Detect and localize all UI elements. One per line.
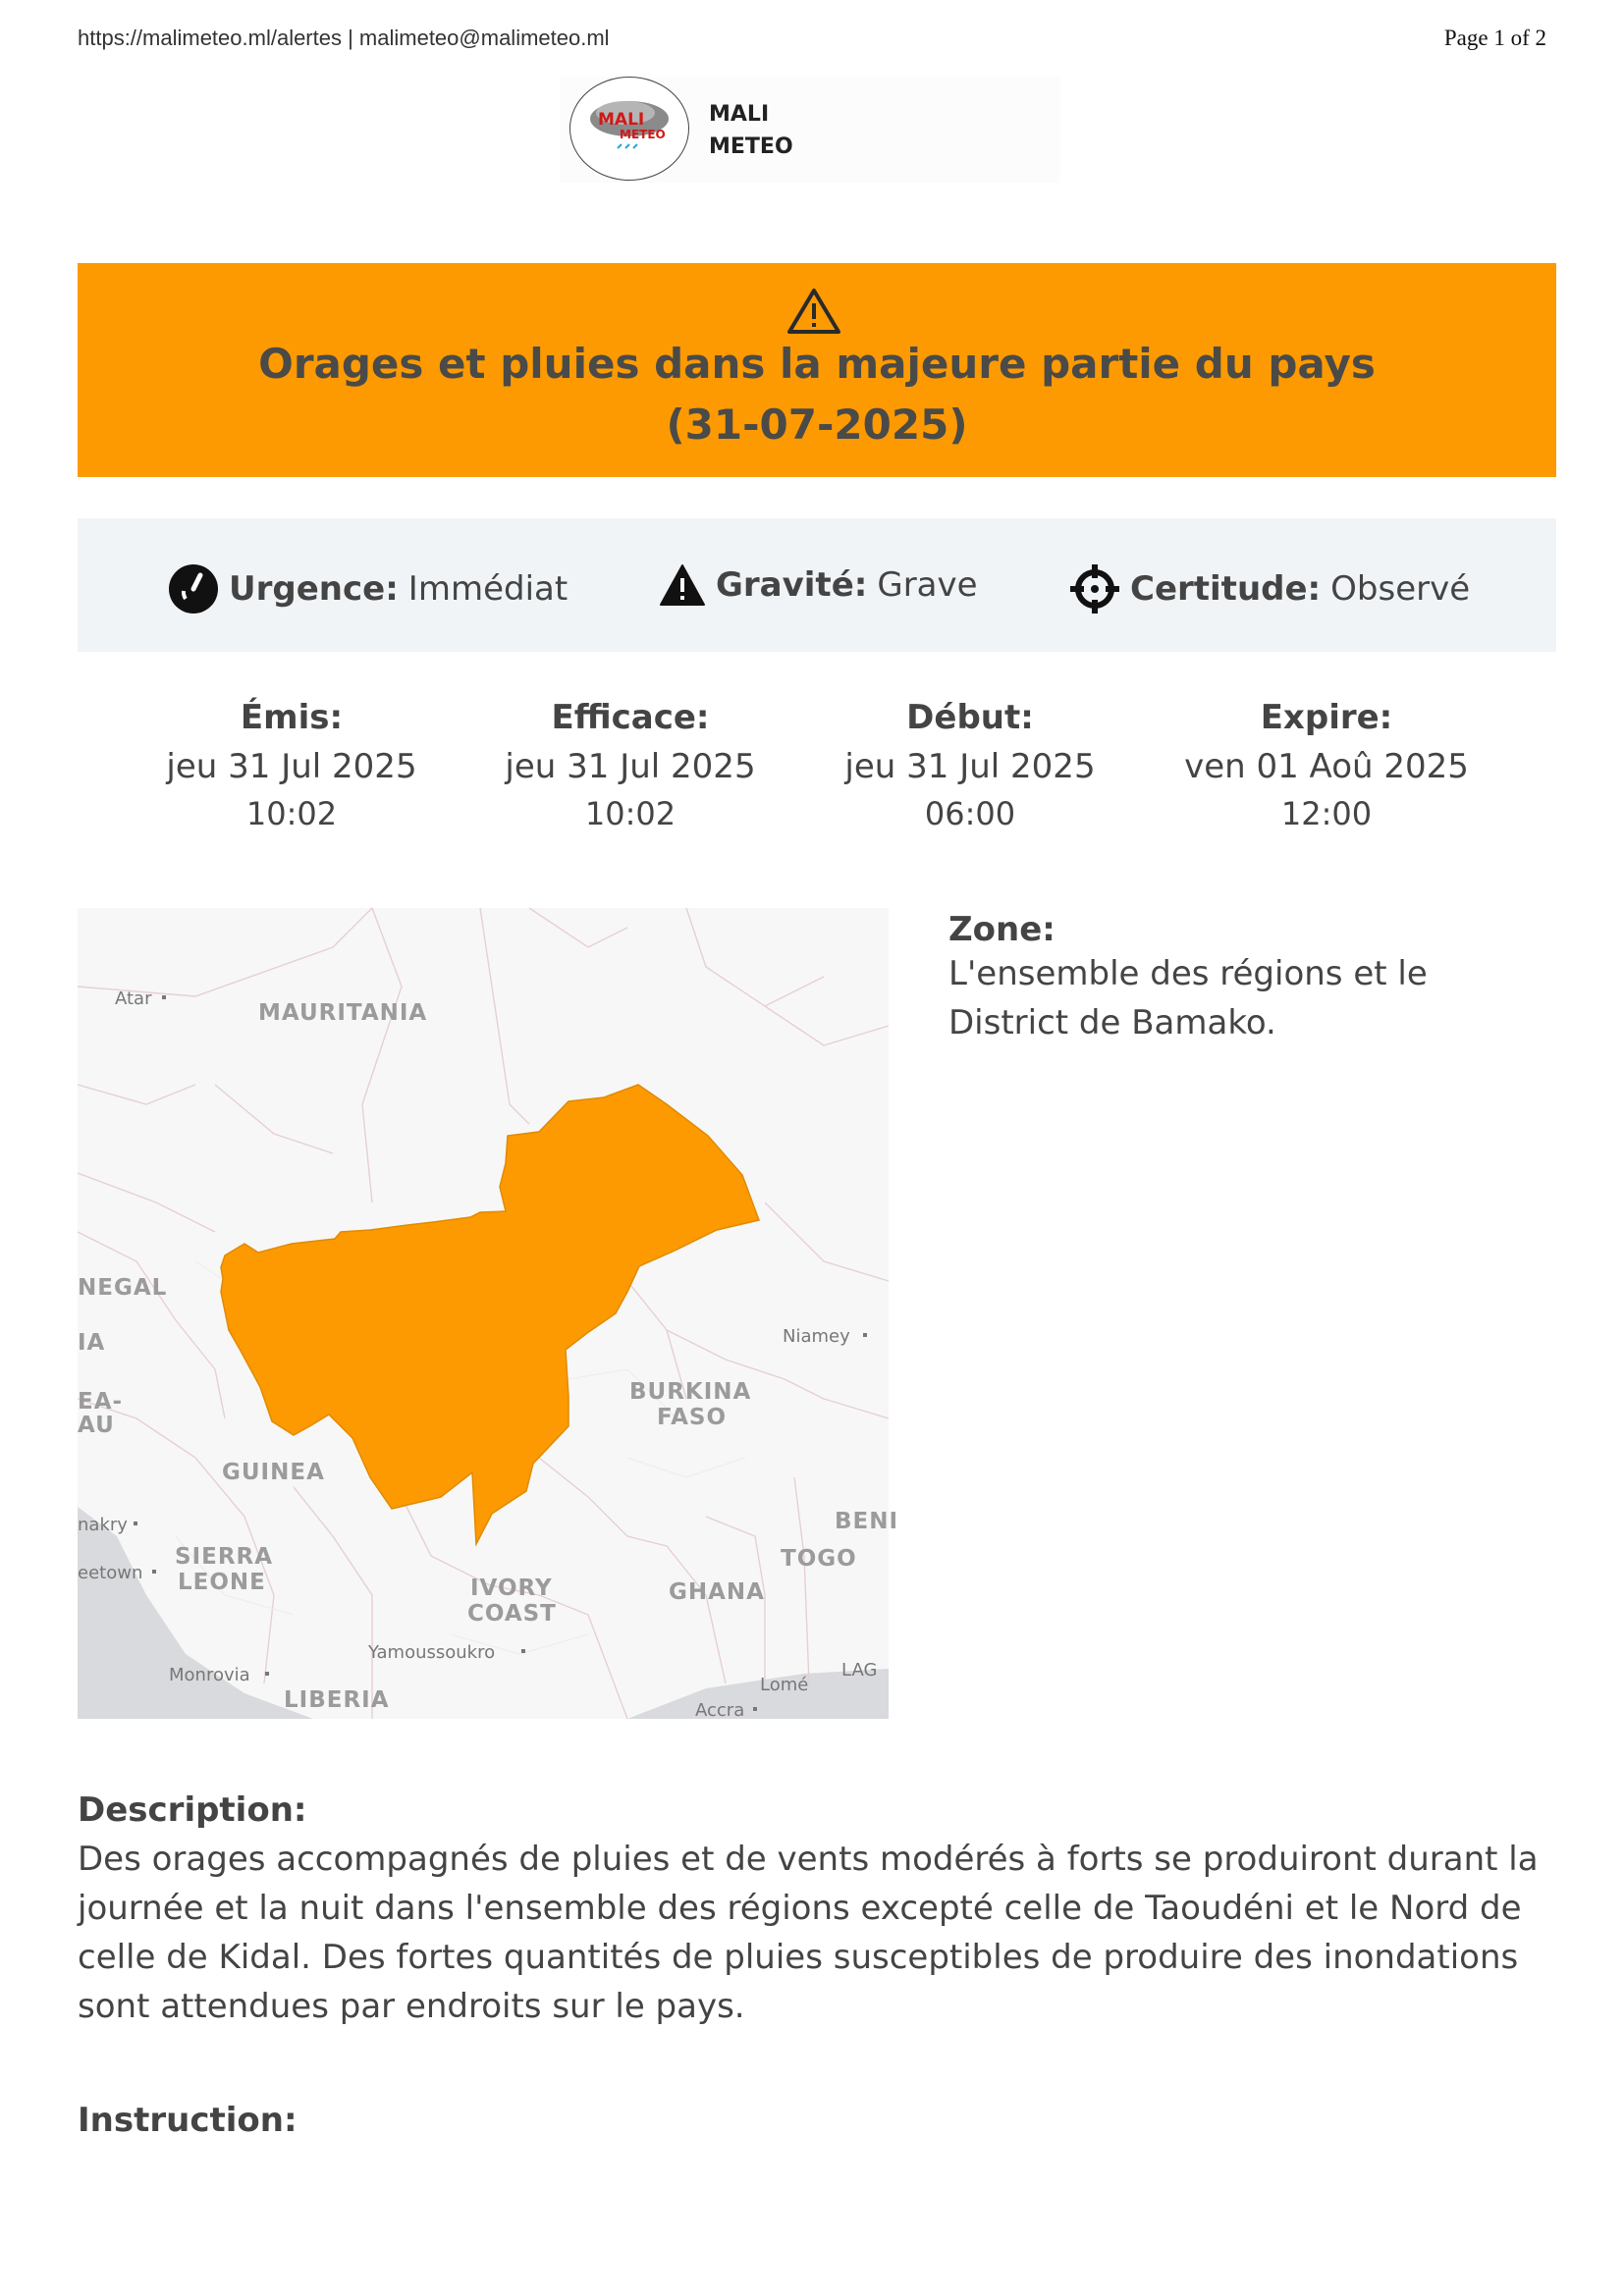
map-city-niamey: Niamey	[783, 1326, 850, 1347]
map-label-ivory-2: COAST	[467, 1601, 557, 1627]
certainty-item	[1069, 563, 1470, 614]
stopwatch-icon	[168, 563, 219, 614]
page-number: Page 1 of 2	[1443, 26, 1546, 50]
description-label: Description:	[78, 1790, 307, 1830]
date-expires-day: ven 01 Aoû 2025	[1184, 747, 1469, 786]
date-onset-time: 06:00	[924, 795, 1016, 832]
warning-icon	[786, 287, 841, 336]
logo-emblem-top: MALI	[598, 110, 645, 130]
map-canvas[interactable]	[78, 908, 899, 1721]
alert-meta-bar	[78, 518, 1556, 652]
exclamation-triangle-icon	[659, 563, 706, 607]
urgency-value: Immédiat	[407, 569, 568, 609]
alert-title	[78, 334, 1556, 455]
map-label-benin: BENI	[835, 1509, 899, 1534]
date-effective-day: jeu 31 Jul 2025	[505, 747, 756, 786]
map-label-senegal: NEGAL	[78, 1275, 168, 1301]
map-label-sierra-2: LEONE	[178, 1570, 266, 1595]
severity-label: Gravité:	[716, 565, 868, 605]
map-city-conakry: nakry	[78, 1515, 128, 1535]
date-effective	[468, 693, 792, 836]
date-issued-time: 10:02	[245, 795, 338, 832]
map-label-ivory-1: IVORY	[470, 1575, 553, 1601]
map-label-burkina-2: FASO	[657, 1405, 727, 1430]
alert-title-line-1: Orages et pluies dans la majeure partie du pays	[258, 340, 1376, 388]
severity-item	[659, 563, 978, 607]
map-label-togo: TOGO	[781, 1546, 857, 1572]
certainty-value: Observé	[1330, 569, 1471, 609]
date-effective-label: Efficace:	[551, 698, 710, 737]
map-label-guinea-bissau-1: EA-	[78, 1389, 124, 1415]
date-onset-day: jeu 31 Jul 2025	[844, 747, 1096, 786]
map-city-yamoussoukro: Yamoussoukro	[368, 1642, 496, 1663]
severity-value: Grave	[877, 565, 978, 605]
description-text: Des orages accompagnés de pluies et de vents modérés à forts se produiront durant la journée et la nuit dans l'ensemble des régions excepté celle de Taoudéni et le Nord de celle de Kidal. Des fortes quantités de pluies susceptibles de produire des inondations sont attendues par endroits sur le pays.	[78, 1840, 1539, 2026]
logo-text	[709, 98, 793, 163]
date-expires-time: 12:00	[1280, 795, 1373, 832]
ocean	[78, 1507, 313, 1719]
zone-label: Zone:	[948, 910, 1056, 949]
instruction-label: Instruction:	[78, 2101, 298, 2140]
map-city-accra: Accra	[695, 1700, 745, 1721]
logo-emblem-bottom: METEO	[620, 128, 666, 141]
map-label-ghana: GHANA	[669, 1579, 765, 1605]
date-onset-label: Début:	[906, 698, 1034, 737]
logo-line-1: MALI	[709, 102, 770, 127]
date-expires-label: Expire:	[1260, 698, 1393, 737]
map-city-monrovia: Monrovia	[169, 1665, 250, 1685]
map-label-guinea: GUINEA	[222, 1460, 325, 1485]
urgency-label: Urgence:	[229, 569, 399, 609]
header-url-contact[interactable]: https://malimeteo.ml/alertes | malimeteo@malimeteo.ml	[78, 26, 610, 50]
date-onset	[808, 693, 1132, 836]
logo-line-2: METEO	[709, 134, 793, 159]
logo-emblem	[569, 77, 689, 181]
map-label-burkina-1: BURKINA	[629, 1379, 752, 1405]
map-city-atar: Atar	[115, 988, 152, 1009]
date-issued	[130, 693, 454, 836]
map-label-guinea-bissau-2: AU	[78, 1413, 115, 1438]
map-city-lome: Lomé	[760, 1675, 809, 1695]
map-label-gambia: IA	[78, 1330, 106, 1356]
alert-area-map[interactable]	[78, 908, 899, 1721]
mali-meteo-logo	[560, 77, 1060, 183]
certainty-label: Certitude:	[1130, 569, 1322, 609]
date-issued-label: Émis:	[240, 698, 344, 737]
map-label-mauritania: MAURITANIA	[258, 1000, 428, 1026]
date-issued-day: jeu 31 Jul 2025	[166, 747, 417, 786]
map-label-sierra-1: SIERRA	[175, 1544, 274, 1570]
alert-banner	[78, 263, 1556, 477]
map-city-freetown: eetown	[78, 1563, 143, 1583]
alert-title-line-2: (31-07-2025)	[666, 400, 968, 449]
date-expires	[1164, 693, 1489, 836]
crosshairs-icon	[1069, 563, 1120, 614]
map-city-lagos: LAG	[841, 1660, 878, 1681]
zone-text: L'ensemble des régions et le District de Bamako.	[948, 954, 1428, 1042]
urgency-item	[168, 563, 568, 614]
map-label-liberia: LIBERIA	[284, 1687, 390, 1713]
date-effective-time: 10:02	[584, 795, 677, 832]
